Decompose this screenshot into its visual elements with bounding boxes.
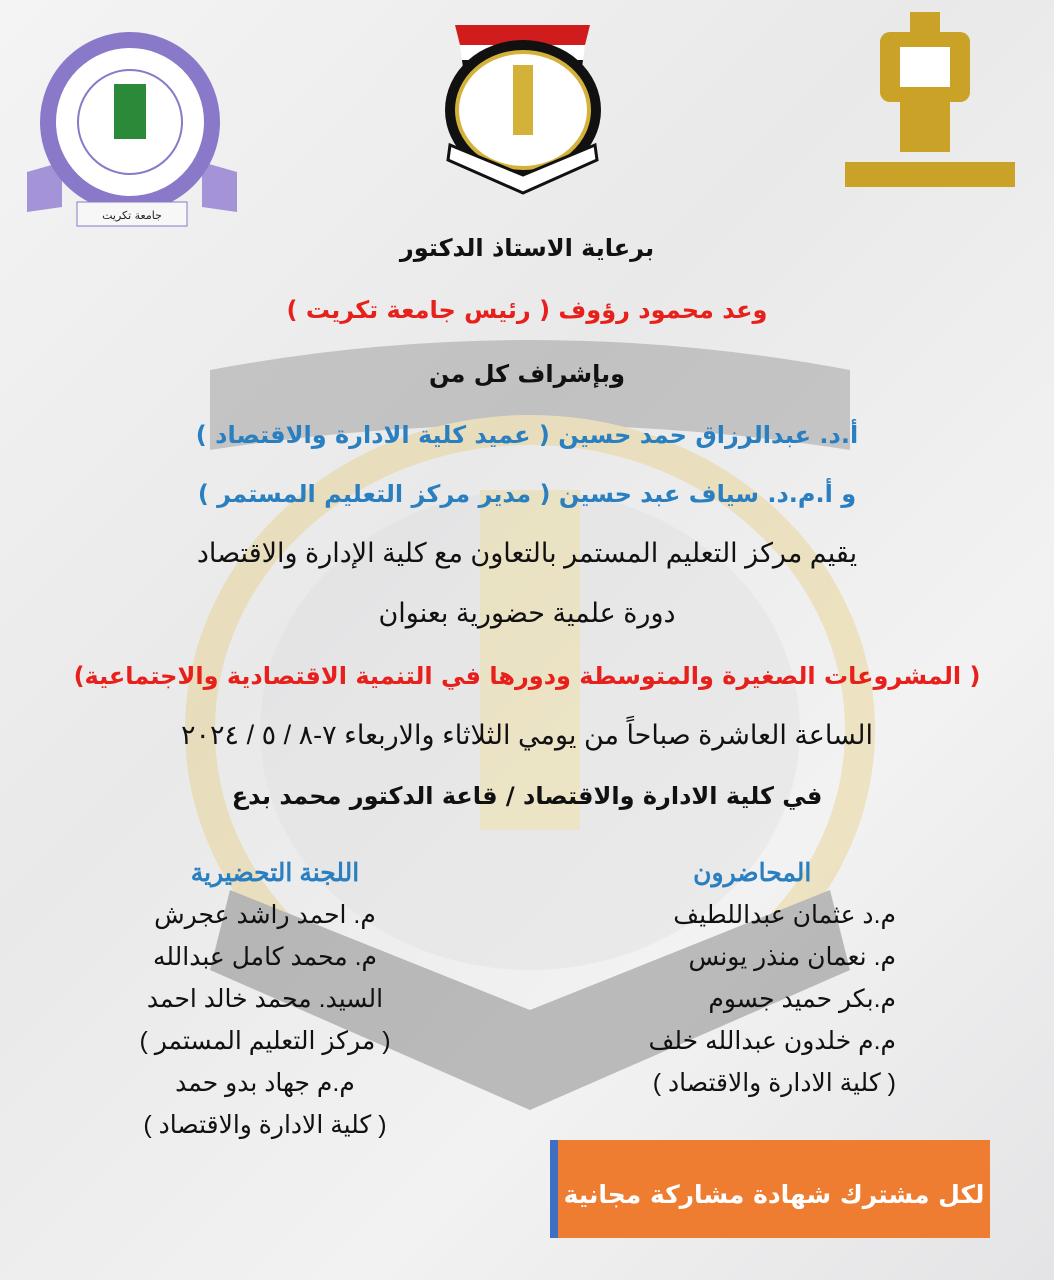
badge-accent-bar <box>550 1140 558 1238</box>
committee-item: م. احمد راشد عجرش <box>154 901 376 929</box>
free-certificate-badge <box>550 1140 990 1238</box>
supervision-line: وبإشراف كل من <box>428 360 626 388</box>
course-title: ( المشروعات الصغيرة والمتوسطة ودورها في التنمية الاقتصادية والاجتماعية) <box>73 662 981 690</box>
committee-affiliation: ( كلية الادارة والاقتصاد ) <box>143 1111 387 1139</box>
course-time: الساعة العاشرة صباحاً من يومي الثلاثاء والاربعاء ٧-٨ / ٥ / ٢٠٢٤ <box>181 720 873 750</box>
lecturers-list <box>649 852 896 1104</box>
lecturer-item: م. نعمان منذر يونس <box>688 943 896 971</box>
university-president: وعد محمود رؤوف ( رئيس جامعة تكريت ) <box>286 296 768 324</box>
lecturer-item: م.د عثمان عبداللطيف <box>673 901 896 929</box>
committee-heading: اللجنة التحضيرية <box>190 859 360 887</box>
course-type-line: دورة علمية حضورية بعنوان <box>378 598 676 628</box>
committee-list <box>120 852 410 1146</box>
lecturer-item: م.م خلدون عبدالله خلف <box>648 1027 896 1055</box>
lecturer-item: م.بكر حميد جسوم <box>708 985 896 1013</box>
dean-line: أ.د. عبدالرزاق حمد حسين ( عميد كلية الادارة والاقتصاد ) <box>195 421 859 449</box>
director-line: و أ.م.د. سياف عبد حسين ( مدير مركز التعليم المستمر ) <box>197 480 857 508</box>
lecturers-heading: المحاضرون <box>693 859 812 887</box>
organizer-line: يقيم مركز التعليم المستمر بالتعاون مع كلية الإدارة والاقتصاد <box>196 538 858 568</box>
committee-item: السيد. محمد خالد احمد <box>146 985 384 1013</box>
tikrit-university-logo <box>840 12 1020 202</box>
college-logo-ribbon-text: جامعة تكريت <box>102 209 162 222</box>
lecturer-affiliation: ( كلية الادارة والاقتصاد ) <box>652 1069 896 1097</box>
free-certificate-text: لكل مشترك شهادة مشاركة مجانية <box>563 1180 985 1209</box>
committee-affiliation: ( مركز التعليم المستمر ) <box>139 1027 391 1055</box>
committee-item: م. محمد كامل عبدالله <box>152 943 378 971</box>
course-venue: في كلية الادارة والاقتصاد / قاعة الدكتور محمد بدع <box>231 782 823 810</box>
college-logo <box>22 22 242 232</box>
committee-item: م.م جهاد بدو حمد <box>175 1069 355 1097</box>
continuing-education-logo <box>435 15 610 200</box>
patronage-line: برعاية الاستاذ الدكتور <box>399 234 655 262</box>
